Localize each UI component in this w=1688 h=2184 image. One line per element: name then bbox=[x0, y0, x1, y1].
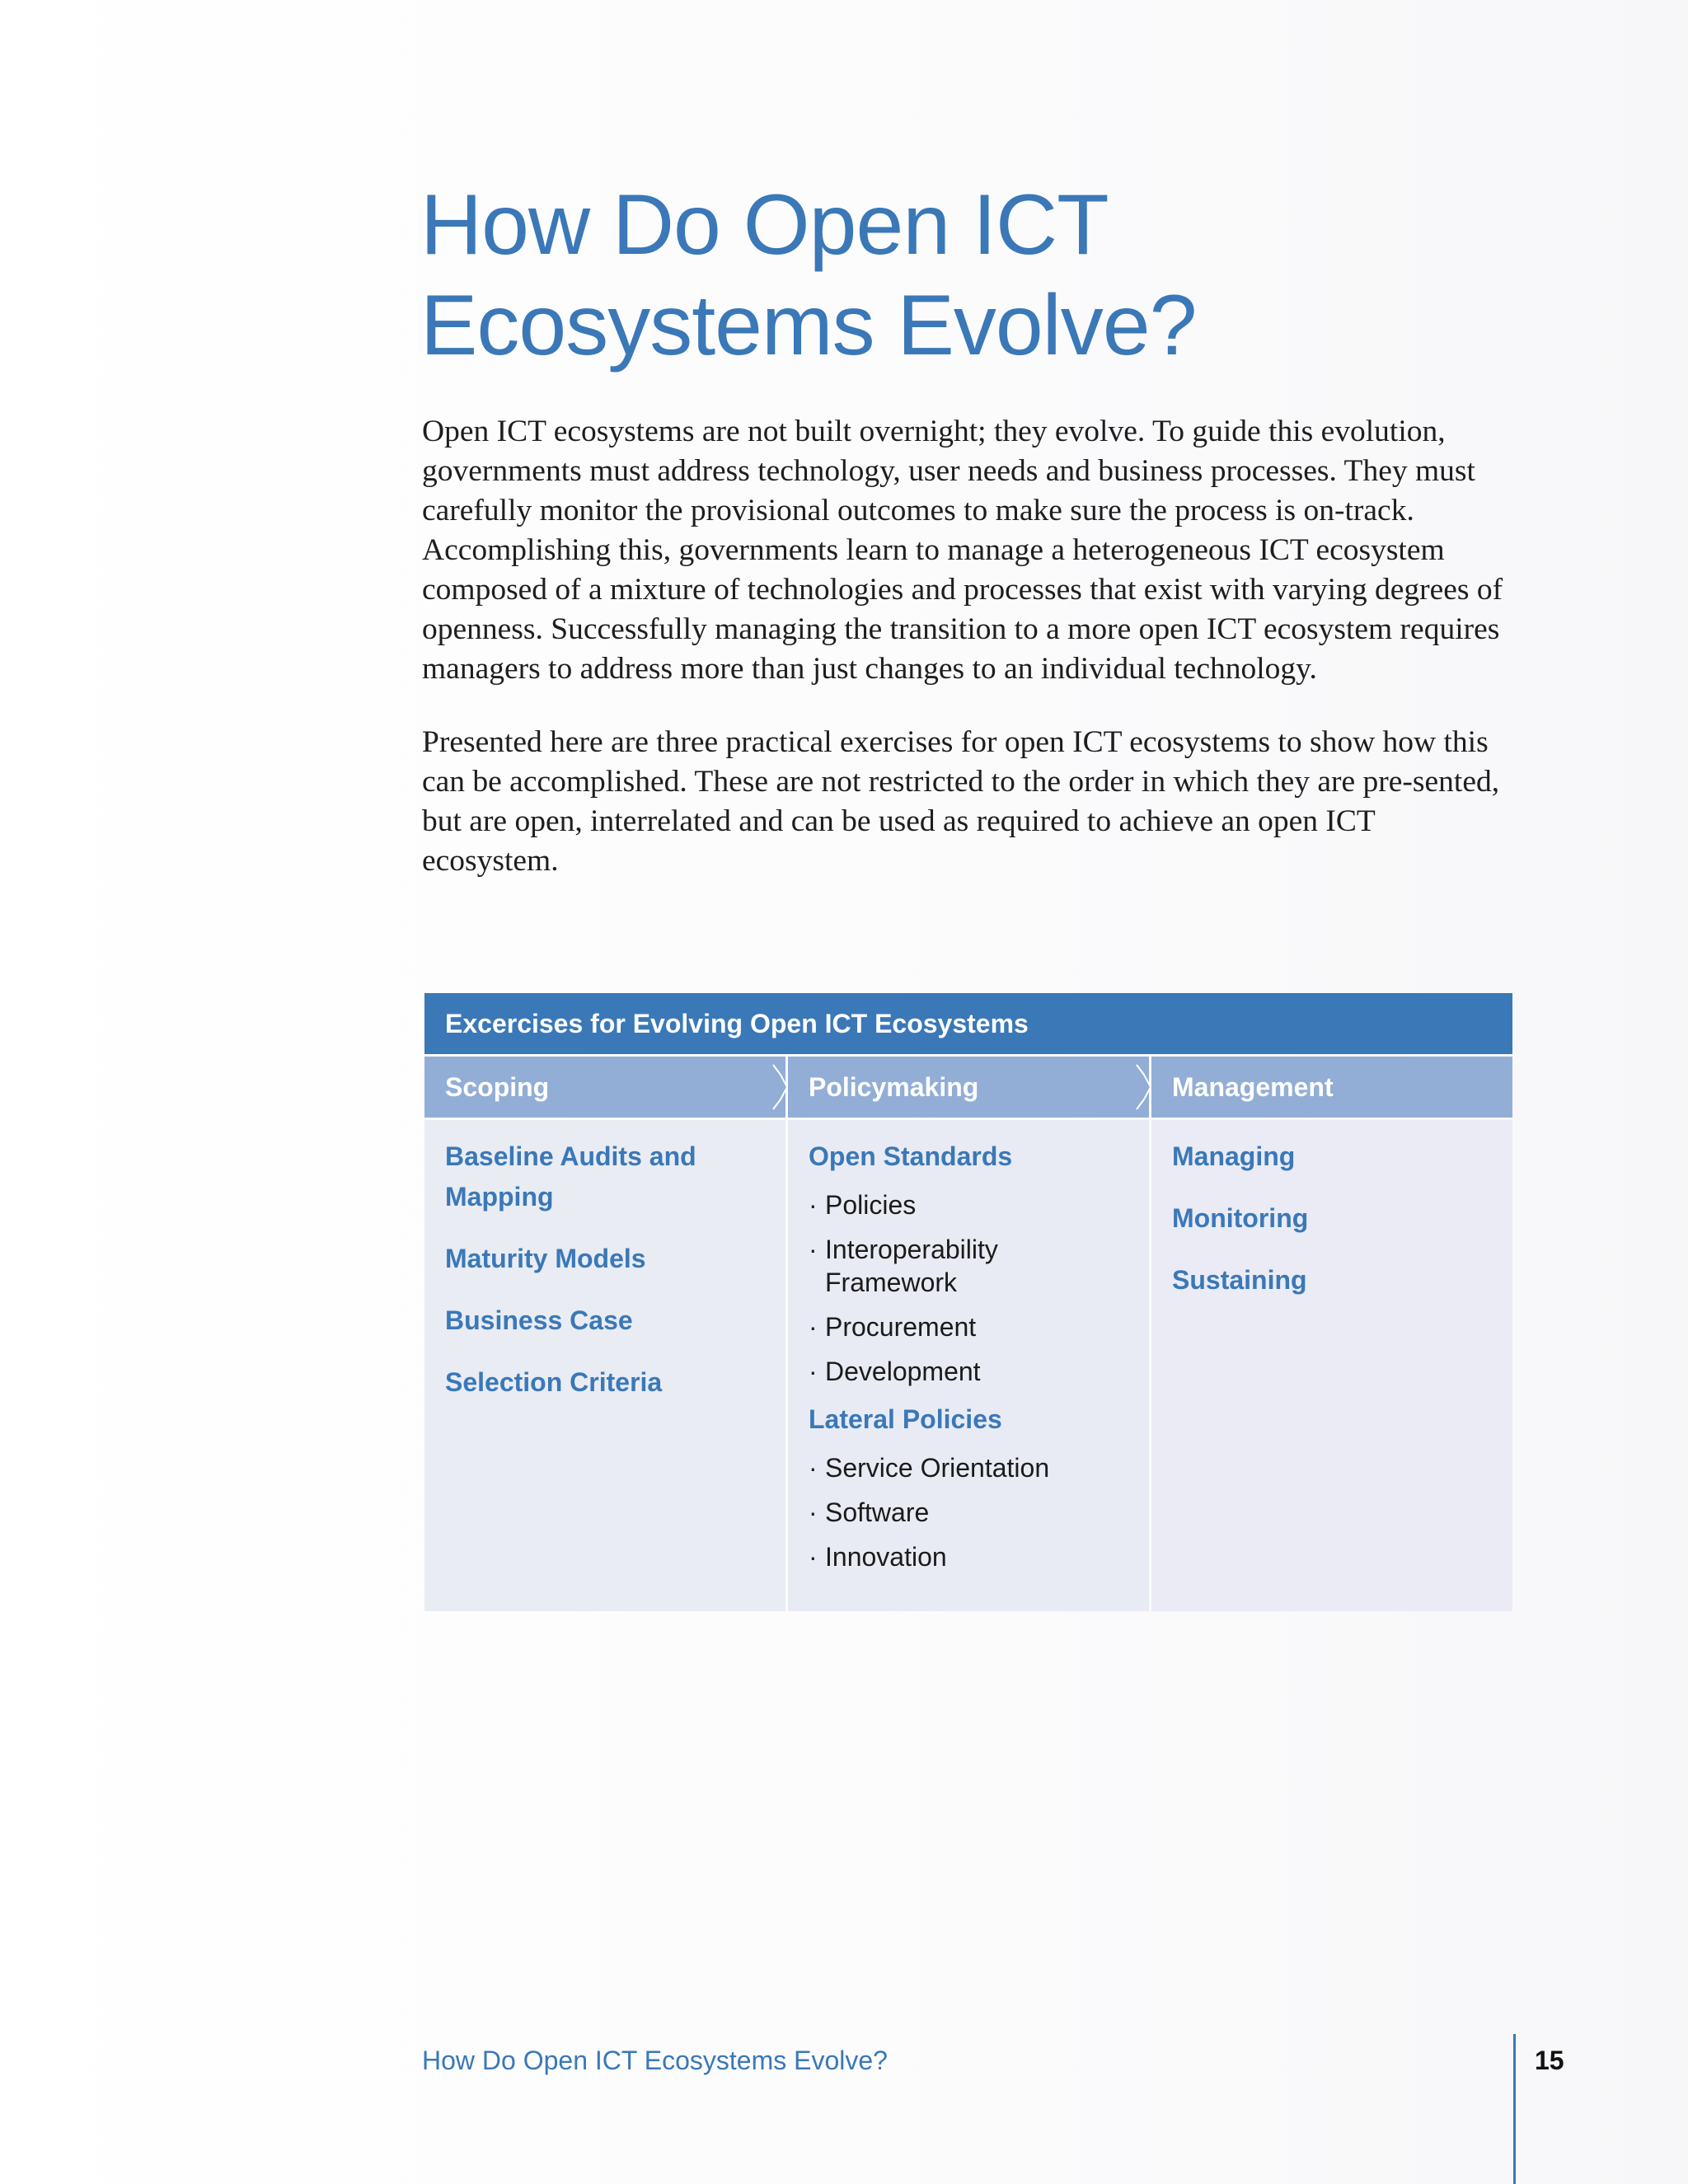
column-header-scoping: Scoping bbox=[424, 1057, 785, 1118]
management-item: Monitoring bbox=[1172, 1203, 1309, 1233]
list-item: · Innovation bbox=[809, 1540, 1128, 1573]
management-item: Managing bbox=[1172, 1141, 1296, 1171]
scoping-item: Maturity Models bbox=[445, 1244, 646, 1273]
scoping-item: Business Case bbox=[445, 1305, 633, 1335]
page-title-line-1: How Do Open ICT bbox=[420, 177, 1109, 273]
page-title-line-2: Ecosystems Evolve? bbox=[420, 278, 1197, 373]
table-header: Excercises for Evolving Open ICT Ecosystems bbox=[424, 993, 1512, 1054]
scoping-item: Baseline Audits and Mapping bbox=[445, 1141, 696, 1212]
management-item: Sustaining bbox=[1172, 1265, 1307, 1295]
running-footer-title: How Do Open ICT Ecosystems Evolve? bbox=[422, 2046, 888, 2075]
scoping-column bbox=[424, 1120, 785, 1611]
list-item: · Development bbox=[809, 1355, 1128, 1388]
column-header-policymaking: Policymaking bbox=[788, 1057, 1149, 1118]
page-number: 15 bbox=[1535, 2046, 1564, 2075]
exercises-table bbox=[424, 993, 1512, 1611]
open-standards-heading: Open Standards bbox=[809, 1141, 1013, 1171]
list-item: · Software bbox=[809, 1496, 1128, 1529]
exercises-paragraph: Presented here are three practical exercises for open ICT ecosystems to show how this can be accomplished. These are not restricted to the order in which they are pre-sented, but are open, interrelated and can be used as required to achieve an open ICT ecosystem. bbox=[422, 725, 1500, 878]
flow-arrow-icon bbox=[771, 1057, 787, 1118]
flow-arrow-icon bbox=[1134, 1057, 1151, 1118]
lateral-policies-heading: Lateral Policies bbox=[809, 1404, 1002, 1434]
list-item: · Interoperability Framework bbox=[809, 1233, 1128, 1299]
list-item: · Procurement bbox=[809, 1310, 1128, 1343]
list-item: · Service Orientation bbox=[809, 1451, 1128, 1484]
policymaking-column bbox=[788, 1120, 1149, 1611]
column-header-management: Management bbox=[1151, 1057, 1512, 1118]
column-header-row bbox=[424, 1057, 1512, 1118]
list-item: · Policies bbox=[809, 1188, 1128, 1221]
scoping-item: Selection Criteria bbox=[445, 1367, 663, 1397]
page-title bbox=[420, 175, 1492, 376]
intro-paragraph: Open ICT ecosystems are not built overnight; they evolve. To guide this evolution, governments must address technology, user needs and business processes. They must carefully monitor the provisional outcomes to make sure the process is on-track. Accomplishing this, governments learn to manage a heterogeneous ICT ecosystem composed of a mixture of technologies and processes that exist with varying degrees of openness. Successfully managing the transition to a more open ICT ecosystem requires managers to address more than just changes to an individual technology. bbox=[422, 415, 1503, 686]
footer-divider bbox=[1513, 2034, 1516, 2184]
management-column bbox=[1151, 1120, 1512, 1611]
